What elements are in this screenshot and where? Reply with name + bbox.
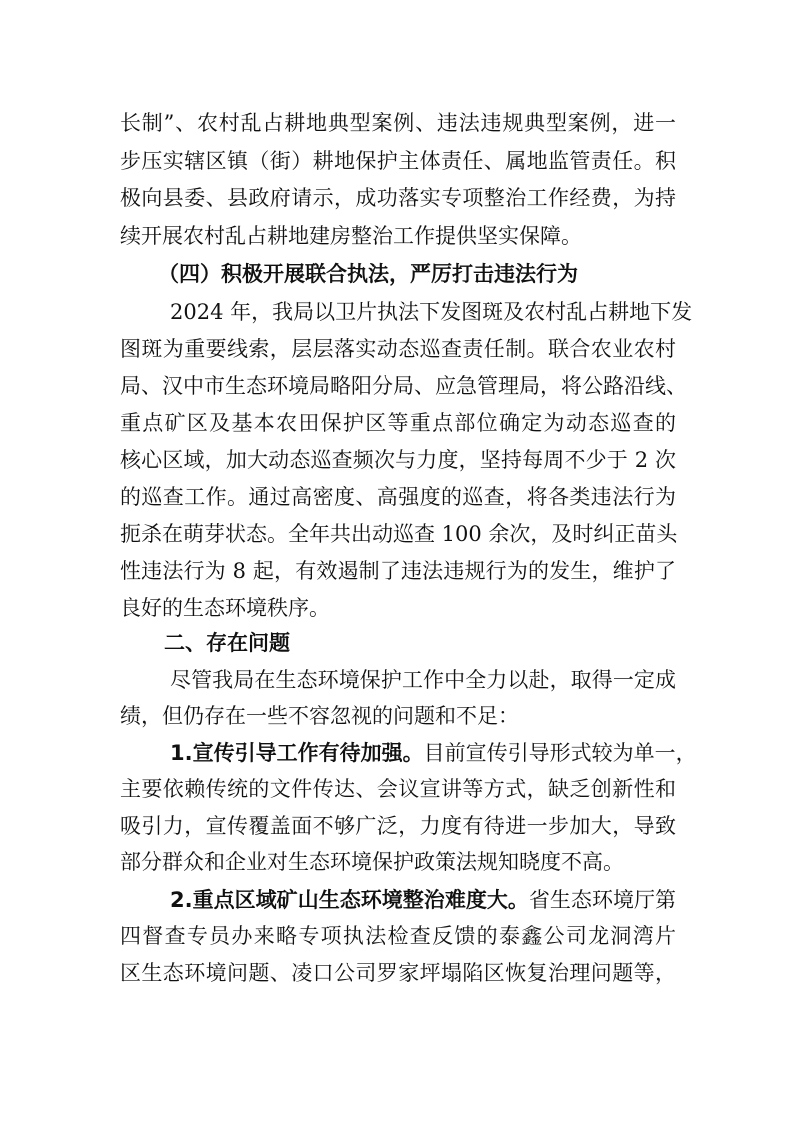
- text-line: 区生态环境问题、凌口公司罗家坪塌陷区恢复治理问题等，: [120, 961, 676, 985]
- text-line: 吸引力，宣传覆盖面不够广泛，力度有待进一步加大，导致: [120, 814, 676, 838]
- text-line: 图斑为重要线索，层层落实动态巡查责任制。联合农业农村: [120, 337, 676, 361]
- text-line: 续开展农村乱占耕地建房整治工作提供坚实保障。: [120, 224, 582, 248]
- text-span: 目前宣传引导形式较为单一，: [423, 741, 697, 765]
- text-line: 扼杀在萌芽状态。全年共出动巡查 100 余次，及时纠正苗头: [120, 522, 678, 546]
- text-line: 局、汉中市生态环境局略阳分局、应急管理局，将公路沿线、: [120, 374, 687, 398]
- text-line: 部分群众和企业对生态环境保护政策法规知晓度不高。: [120, 850, 624, 874]
- text-line: [170, 886, 676, 914]
- text-line: [170, 739, 697, 767]
- text-line: 主要依赖传统的文件传达、会议宣讲等方式，缺乏创新性和: [120, 777, 676, 801]
- text-line: 尽管我局在生态环境保护工作中全力以赴，取得一定成: [170, 668, 676, 692]
- text-line: 的巡查工作。通过高密度、高强度的巡查，将各类违法行为: [120, 485, 676, 509]
- text-span: 省生态环境厅第: [528, 888, 676, 912]
- point-1-lead: 1.宣传引导工作有待加强。: [170, 741, 424, 765]
- text-line: 极向县委、县政府请示，成功落实专项整治工作经费，为持: [120, 186, 676, 210]
- text-line: 重点矿区及基本农田保护区等重点部位确定为动态巡查的: [120, 411, 676, 435]
- point-2-lead: 2.重点区域矿山生态环境整治难度大。: [170, 888, 529, 912]
- text-line: 核心区域，加大动态巡查频次与力度，坚持每周不少于 2 次: [120, 448, 676, 472]
- section-heading-2: 二、存在问题: [164, 631, 290, 655]
- text-line: 四督查专员办来略专项执法检查反馈的泰鑫公司龙洞湾片: [120, 924, 676, 948]
- text-line: 性违法行为 8 起，有效遏制了违法违规行为的发生，维护了: [120, 559, 676, 583]
- section-heading-4: （四）积极开展联合执法，严厉打击违法行为: [158, 261, 578, 286]
- text-line: 良好的生态环境秩序。: [120, 596, 330, 620]
- text-line: 长制”、农村乱占耕地典型案例、违法违规典型案例，进一: [120, 111, 676, 135]
- text-line: 绩，但仍存在一些不容忽视的问题和不足：: [120, 704, 519, 728]
- text-line: 2024 年，我局以卫片执法下发图斑及农村乱占耕地下发: [170, 300, 693, 324]
- text-line: 步压实辖区镇（街）耕地保护主体责任、属地监管责任。积: [120, 149, 676, 173]
